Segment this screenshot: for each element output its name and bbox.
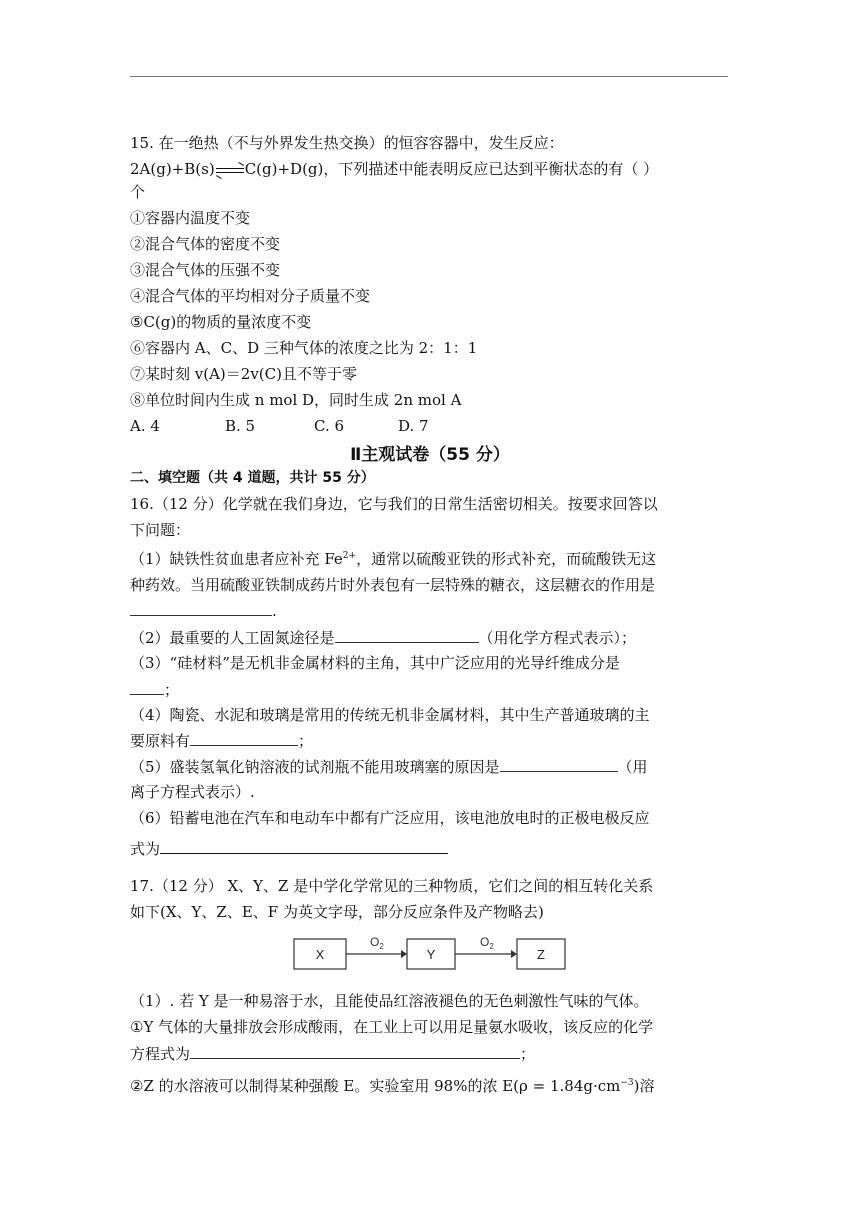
q15-item: ⑦某时刻 v(A)＝2v(C)且不等于零 [130, 365, 357, 383]
q15-option-a: A. 4 [130, 417, 160, 435]
q16-part2-text: （2）最重要的人工固氮途径是 [130, 629, 335, 647]
superscript: 2+ [342, 551, 357, 561]
q16-stem-line2: 下问题： [130, 521, 191, 539]
answer-blank[interactable] [130, 679, 164, 695]
q17-part1b-text: )溶 [633, 1077, 655, 1095]
q16-part5-text: （5）盛装氢氧化钠溶液的试剂瓶不能用玻璃塞的原因是 [130, 758, 500, 776]
q16-part6-text: 式为 [130, 840, 161, 858]
q16-part4-text: 要原料有 [130, 732, 191, 750]
q15-item: ③混合气体的压强不变 [130, 261, 281, 279]
q15-stem-line3: 个 [130, 183, 146, 201]
answer-blank[interactable] [130, 600, 272, 616]
q16-part5-line1 [130, 756, 648, 777]
section2-title: 二、填空题（共 4 道题，共计 55 分） [130, 470, 375, 486]
box-z-label: Z [537, 947, 545, 962]
box-y-label: Y [426, 947, 436, 962]
equilibrium-arrow-icon [216, 165, 244, 175]
q17-part1: （1）. 若 Y 是一种易溶于水，且能使品红溶液褪色的无色刺激性气味的气体。 [130, 992, 649, 1010]
header-rule [130, 76, 728, 77]
arrow-1-head-icon [401, 950, 407, 958]
q15-option-d: D. 7 [398, 417, 429, 435]
q15-item: ②混合气体的密度不变 [130, 235, 281, 253]
q16-part1-text: ，通常以硫酸亚铁的形式补充，而硫酸铁无这 [356, 550, 657, 568]
q15-item: ⑧单位时间内生成 n mol D，同时生成 2n mol A [130, 391, 462, 409]
answer-blank[interactable] [190, 1043, 520, 1059]
q16-part6-line1: （6）铅蓄电池在汽车和电动车中都有广泛应用，该电池放电时的正极电极反应 [130, 809, 650, 827]
q16-part3-line2 [130, 679, 179, 700]
answer-blank[interactable] [500, 756, 618, 772]
q15-reaction-right: C(g)+D(g)，下列描述中能表明反应已达到平衡状态的有（ ） [244, 160, 659, 178]
q16-part1-text: （1）缺铁性贫血患者应补充 Fe [130, 550, 343, 568]
q16-stem-line1: 16.（12 分）化学就在我们身边，它与我们的日常生活密切相关。按要求回答以 [130, 495, 658, 513]
q15-reaction-left: 2A(g)+B(s) [130, 160, 215, 178]
q16-part3-line1: （3）“硅材料”是无机非金属材料的主角，其中广泛应用的光导纤维成分是 [130, 654, 620, 672]
box-x-label: X [315, 947, 325, 962]
q15-reaction-line [130, 159, 658, 179]
q15-option-c: C. 6 [314, 417, 345, 435]
q16-part1-line2: 种药效。当用硫酸亚铁制成药片时外表包有一层特殊的糖衣，这层糖衣的作用是 [130, 576, 656, 594]
arrow-2-label: $O_2$ [480, 935, 494, 951]
q16-part1-line1 [130, 549, 656, 569]
arrow-2-head-icon [511, 950, 517, 958]
punct: ； [298, 732, 314, 750]
q15-item: ⑥容器内 A、C、D 三种气体的浓度之比为 2：1：1 [130, 339, 478, 357]
q17-part1a-text: 方程式为 [130, 1045, 191, 1063]
q17-part1b-text: ②Z 的水溶液可以制得某种强酸 E。实验室用 98%的浓 E(ρ = 1.84g·cm [130, 1077, 621, 1095]
q16-part2-text: （用化学方程式表示）； [478, 629, 637, 647]
q17-part1a-line1: ①Y 气体的大量排放会形成酸雨，在工业上可以用足量氨水吸收，该反应的化学 [130, 1018, 654, 1036]
q16-part2-line [130, 627, 636, 648]
part2-title: Ⅱ主观试卷（55 分） [350, 445, 510, 465]
q16-part5-line2: 离子方程式表示）. [130, 783, 255, 801]
q15-item: ①容器内温度不变 [130, 209, 251, 227]
q17-stem-line2: 如下(X、Y、Z、E、F 为英文字母，部分反应条件及产物略去) [130, 903, 544, 921]
superscript: −3 [620, 1078, 634, 1088]
q15-item: ④混合气体的平均相对分子质量不变 [130, 287, 371, 305]
q16-part4-line1: （4）陶瓷、水泥和玻璃是常用的传统无机非金属材料，其中生产普通玻璃的主 [130, 706, 650, 724]
q16-part6-line2 [130, 838, 448, 859]
q15-stem-line1: 15. 在一绝热（不与外界发生热交换）的恒容容器中，发生反应： [130, 134, 564, 152]
answer-blank[interactable] [335, 627, 479, 643]
punct: ； [164, 681, 180, 699]
q15-item: ⑤C(g)的物质的量浓度不变 [130, 313, 312, 331]
punct: ； [520, 1045, 536, 1063]
conversion-diagram [290, 929, 570, 977]
q17-part1a-line2 [130, 1043, 535, 1064]
q16-part4-line2 [130, 730, 313, 751]
q17-part1b-line1 [130, 1076, 655, 1096]
punct: . [272, 602, 277, 620]
answer-blank[interactable] [160, 838, 448, 854]
arrow-1-label: $O_2$ [370, 935, 384, 951]
q16-part1-line3 [130, 600, 277, 621]
q17-stem-line1: 17.（12 分） X、Y、Z 是中学化学常见的三种物质，它们之间的相互转化关系 [130, 877, 654, 895]
q16-part5-text: （用 [617, 758, 648, 776]
q15-option-b: B. 5 [225, 417, 256, 435]
answer-blank[interactable] [190, 730, 298, 746]
q15-options [130, 416, 429, 436]
